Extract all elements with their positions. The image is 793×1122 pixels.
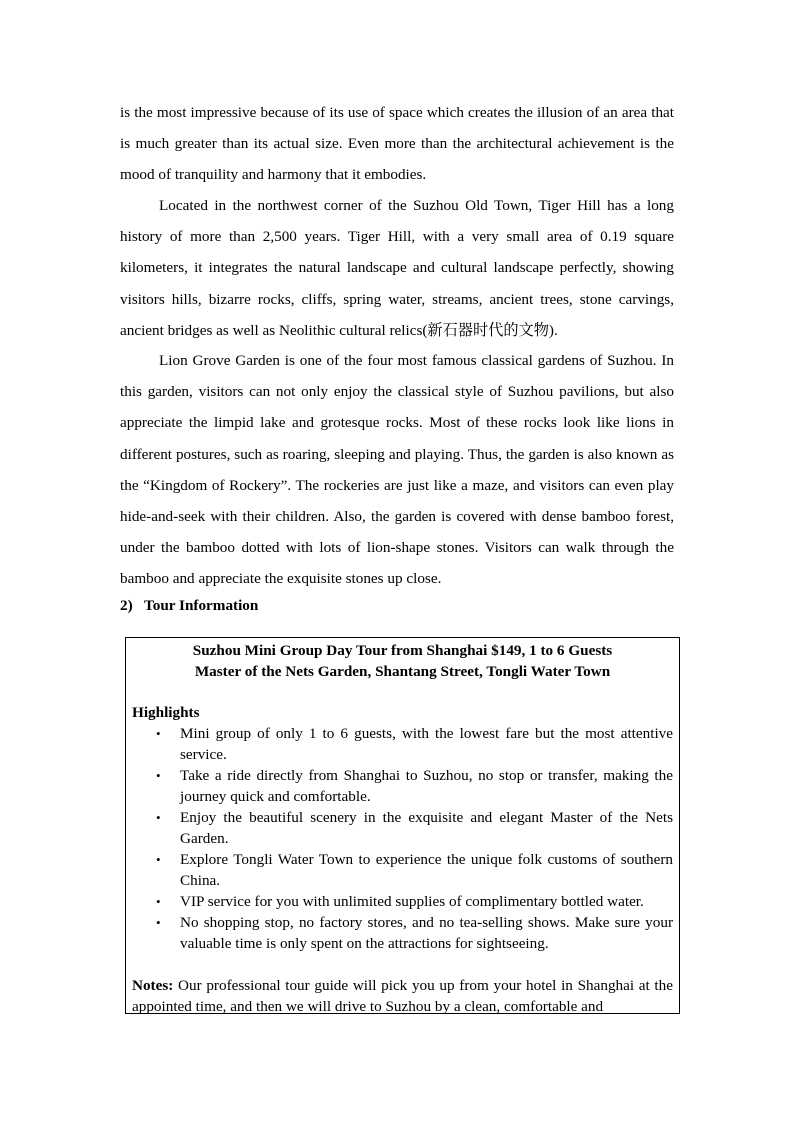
bullet-icon: • xyxy=(156,915,161,930)
notes-label: Notes: xyxy=(132,977,174,994)
paragraph-tiger-hill: Located in the northwest corner of the Suzhou Old Town, Tiger Hill has a long history of more than 2,500 years. Tiger Hill, with a very small area of 0.19 square kilometers, it integrates the natural landscape and cultural landscape perfectly, showing visitors hills, bizarre rocks, cliffs, spring water, streams, ancient trees, stone carvings, ancient bridges as well as Neolithic cultural relics(新石器时代的文物). xyxy=(120,197,674,339)
tour-info-box xyxy=(125,637,680,1014)
highlights-heading: Highlights xyxy=(132,704,200,721)
highlight-item: • Enjoy the beautiful scenery in the exquisite and elegant Master of the Nets Garden. xyxy=(156,809,673,847)
highlight-item: • No shopping stop, no factory stores, and no tea-selling shows. Make sure your valuable time is only spent on the attractions for sightseeing. xyxy=(156,914,673,952)
paragraph-lion-grove-garden: Lion Grove Garden is one of the four most famous classical gardens of Suzhou. In this garden, visitors can not only enjoy the classical style of Suzhou pavilions, but also appreciate the limpid lake and grotesque rocks. Most of these rocks look like lions in different postures, such as roaring, sleeping and playing. Thus, the garden is also known as the “Kingdom of Rockery”. The rockeries are just like a maze, and visitors can even play hide-and-seek with their children. Also, the garden is covered with dense bamboo forest, under the bamboo dotted with lots of lion-shape stones. Visitors can walk through the bamboo and appreciate the exquisite stones up close. xyxy=(120,352,674,588)
bullet-icon: • xyxy=(156,768,161,783)
bullet-icon: • xyxy=(156,726,161,741)
paragraph-garden-continuation: is the most impressive because of its use of space which creates the illusion of an area that is much greater than its actual size. Even more than the architectural achievement is the mood of tranquility and harmony that it embodies. xyxy=(120,104,674,184)
bullet-icon: • xyxy=(156,810,161,825)
section-number: 2) xyxy=(120,597,133,614)
bullet-icon: • xyxy=(156,894,161,909)
highlight-item: • VIP service for you with unlimited supplies of complimentary bottled water. xyxy=(156,893,644,910)
notes-text: Our professional tour guide will pick you up from your hotel in Shanghai at the appointed time, and then we will drive to Suzhou by a clean, comfortable and xyxy=(132,977,673,1014)
tour-notes xyxy=(132,975,673,1014)
tour-title: Suzhou Mini Group Day Tour from Shanghai $149, 1 to 6 Guests xyxy=(192,642,613,659)
highlight-item: • Mini group of only 1 to 6 guests, with the lowest fare but the most attentive service. xyxy=(156,725,673,763)
bullet-icon: • xyxy=(156,852,161,867)
section-title: Tour Information xyxy=(144,597,259,614)
highlight-item: • Take a ride directly from Shanghai to Suzhou, no stop or transfer, making the journey quick and comfortable. xyxy=(156,767,673,805)
highlight-item: • Explore Tongli Water Town to experience the unique folk customs of southern China. xyxy=(156,851,673,889)
tour-subtitle: Master of the Nets Garden, Shantang Street, Tongli Water Town xyxy=(194,663,611,680)
highlights-list xyxy=(126,723,679,954)
section-heading xyxy=(120,594,258,618)
